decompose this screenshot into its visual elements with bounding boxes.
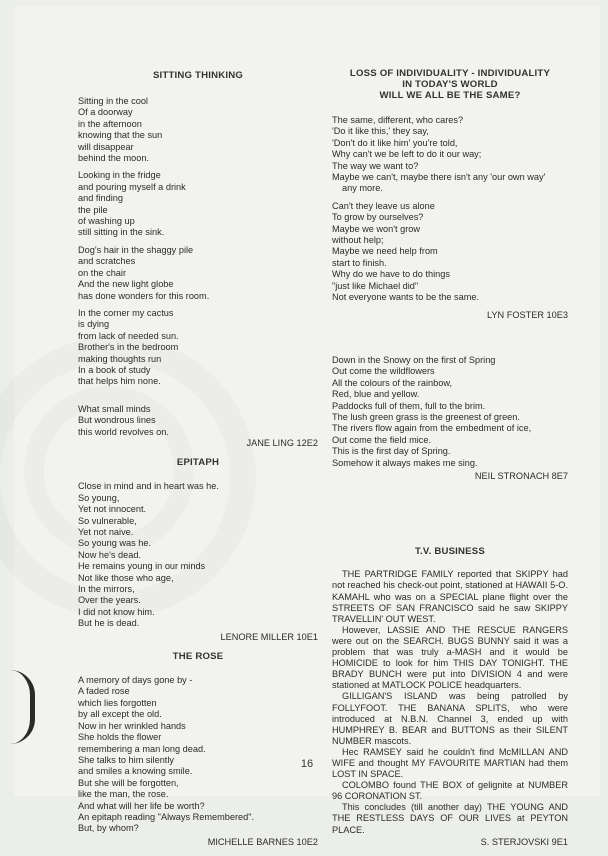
- poem-title-line: LOSS OF INDIVIDUALITY - INDIVIDUALITY: [349, 68, 551, 79]
- poem-line: the pile: [78, 204, 108, 215]
- poem-stanza: [78, 308, 318, 388]
- poem-line: An epitaph reading "Always Remembered".: [78, 811, 255, 822]
- article-tv-business: [332, 546, 568, 848]
- poem-line: behind the moon.: [78, 153, 150, 164]
- poem-line: The lush green grass is the greenest of green.: [332, 411, 520, 422]
- poem-author: MICHELLE BARNES 10E2: [207, 836, 318, 847]
- poem-line: is dying: [78, 319, 110, 330]
- poem-line: and smiles a knowing smile.: [78, 766, 193, 777]
- poem-loss-of-individuality: [332, 68, 568, 321]
- poem-line: In a book of study: [78, 364, 151, 375]
- poem-line: Out come the wildflowers: [332, 366, 435, 377]
- poem-line: Maybe we won't grow: [332, 223, 421, 234]
- poem-line: still sitting in the sink.: [78, 227, 165, 238]
- poem-line: Why can't we be left to do it our way;: [332, 149, 482, 160]
- article-title: T.V. BUSINESS: [415, 546, 485, 558]
- poem-line: She holds the flower: [78, 732, 162, 743]
- poem-stanza: [78, 170, 318, 238]
- article-paragraph: Hec RAMSEY said he couldn't find McMILLAN AND WIFE and thought MY FAVOURITE MARTIAN had them LOST IN SPACE.: [332, 746, 568, 780]
- poem-line: Down in the Snowy on the first of Spring: [332, 354, 496, 365]
- poem-line: What small minds: [78, 403, 151, 414]
- poem-line: And what will her life be worth?: [78, 800, 205, 811]
- poem-author: NEIL STRONACH 8E7: [474, 470, 568, 481]
- poem-line: Yet not naive.: [78, 527, 134, 537]
- poem-line: Now in her wrinkled hands: [78, 720, 186, 731]
- poem-title-line: WILL WE ALL BE THE SAME?: [379, 90, 521, 101]
- poem-line: of washing up: [78, 216, 135, 227]
- poem-line: Maybe we can't, maybe there isn't any 'our own way': [332, 172, 546, 183]
- poem-line: So vulnerable,: [78, 515, 137, 526]
- margin-binding-mark: [10, 670, 35, 744]
- poem-author: LYN FOSTER 10E3: [486, 309, 568, 320]
- poem-line: start to finish.: [332, 257, 387, 268]
- page-number: 16: [300, 758, 314, 770]
- poem-line: Of a doorway: [78, 107, 133, 118]
- poem-line: has done wonders for this room.: [78, 290, 210, 301]
- poem-line: and pouring myself a drink: [78, 181, 186, 192]
- poem-line: without help;: [332, 235, 384, 246]
- poem-line: In the corner my cactus: [78, 307, 174, 318]
- poem-snowy: [332, 355, 568, 482]
- poem-line: which lies forgotten: [78, 697, 157, 708]
- poem-stanza: [78, 245, 318, 302]
- poem-line: But wondrous lines: [78, 415, 156, 426]
- poem-line: Sitting in the cool: [78, 96, 148, 106]
- poem-line: Now he's dead.: [78, 549, 142, 560]
- poem-stanza: [78, 96, 318, 164]
- poem-line: A faded rose: [78, 686, 130, 697]
- poem-line: But she will be forgotten,: [78, 777, 179, 788]
- poem-line: I did not know him.: [78, 606, 155, 617]
- poem-line: To grow by ourselves?: [332, 212, 424, 223]
- poem-title: SITTING THINKING: [152, 70, 244, 81]
- poem-line: And the new light globe: [78, 279, 174, 290]
- poem-line: The same, different, who cares?: [332, 115, 464, 125]
- poem-line: In the mirrors,: [78, 584, 135, 595]
- poem-line: Close in mind and in heart was he.: [78, 481, 219, 492]
- poem-line: knowing that the sun: [78, 130, 163, 141]
- poem-line: making thoughts run: [78, 353, 162, 364]
- poem-line: and finding: [78, 193, 123, 204]
- poem-line: Out come the field mice.: [332, 434, 432, 445]
- poem-line: in the afternoon: [78, 118, 142, 129]
- poem-line: Why do we have to do things: [332, 269, 450, 280]
- poem-line: that helps him none.: [78, 376, 161, 387]
- poem-line: from lack of needed sun.: [78, 330, 179, 341]
- article-paragraph: COLOMBO found THE BOX of gelignite at NUMBER 96 CORONATION ST.: [332, 780, 568, 802]
- poem-line: The way we want to?: [332, 160, 419, 171]
- right-column: [332, 68, 568, 856]
- magazine-page: [14, 6, 600, 847]
- poem-line: this world revolves on.: [78, 426, 169, 437]
- poem-line: remembering a man long dead.: [78, 743, 206, 754]
- poem-line: Dog's hair in the shaggy pile: [78, 244, 194, 255]
- poem-line: Looking in the fridge: [78, 170, 161, 181]
- poem-line: Red, blue and yellow.: [332, 389, 420, 400]
- poem-line: and scratches: [78, 256, 136, 267]
- poem-line: "just like Michael did": [332, 280, 419, 291]
- poem-stanza: [332, 201, 568, 304]
- poem-line: Somehow it always makes me sing.: [332, 457, 478, 468]
- poem-line: The rivers flow again from the embedment of ice,: [332, 423, 532, 434]
- poem-stanza: [332, 115, 568, 195]
- poem-epitaph: [78, 457, 318, 643]
- poem-line: A memory of days gone by -: [78, 675, 193, 686]
- poem-line: by all except the old.: [78, 709, 162, 720]
- article-paragraph: However, LASSIE AND THE RESCUE RANGERS were out on the SEARCH. BUGS BUNNY said it was a problem that was truly a-MASH and it would be HOMICIDE to look for him THIS DAY TONIGHT. THE BRADY BUNCH were put into DIVISION 4 and were stationed at MATLOCK POLICE headquarters.: [332, 624, 568, 691]
- poem-line: So young,: [78, 492, 120, 503]
- poem-line: Maybe we need help from: [332, 246, 438, 257]
- poem-line: Not like those who age,: [78, 572, 174, 583]
- poem-line: 'Don't do it like him' you're told,: [332, 137, 458, 148]
- poem-line: All the colours of the rainbow,: [332, 377, 453, 388]
- poem-title-line: IN TODAY'S WORLD: [402, 79, 498, 90]
- poem-author: JANE LING 12E2: [246, 437, 318, 448]
- poem-line: 'Do it like this,' they say,: [332, 126, 429, 137]
- poem-line: Can't they leave us alone: [332, 200, 435, 211]
- poem-line: will disappear: [78, 141, 134, 152]
- poem-stanza: [78, 404, 318, 438]
- poem-line: So young was he.: [78, 538, 152, 549]
- poem-line: She talks to him silently: [78, 754, 174, 765]
- poem-line: Yet not innocent.: [78, 504, 147, 515]
- poem-title: EPITAPH: [176, 457, 220, 469]
- article-author: S. STERJOVSKI 9E1: [480, 836, 568, 847]
- poem-line: on the chair: [78, 267, 127, 278]
- poem-author: LENORE MILLER 10E1: [220, 631, 318, 642]
- poem-line: Not everyone wants to be the same.: [332, 292, 480, 303]
- poem-line: But he is dead.: [78, 618, 140, 629]
- article-paragraph: THE PARTRIDGE FAMILY reported that SKIPPY had not reached his check-out point, stationed at HAWAII 5-O. KAMAHL who was on a SPECIAL plane flight over the STREETS OF SAN FRANCISCO said he saw SKIPPY TRAVELLIN' OUT WEST.: [332, 569, 568, 624]
- poem-sitting-thinking: [78, 70, 318, 449]
- poem-the-rose: [78, 651, 318, 848]
- poem-line: He remains young in our minds: [78, 561, 206, 572]
- poem-line: This is the first day of Spring.: [332, 446, 451, 457]
- poem-line: But, by whom?: [78, 823, 139, 834]
- article-paragraph: This concludes (till another day) THE YOUNG AND THE RESTLESS DAYS OF OUR LIVES at PEYTON PLACE.: [332, 802, 568, 835]
- poem-line: Over the years.: [78, 595, 141, 606]
- poem-title: THE ROSE: [172, 651, 224, 663]
- poem-title: [332, 68, 568, 101]
- poem-line: any more.: [342, 183, 383, 194]
- poem-line: Paddocks full of them, full to the brim.: [332, 400, 486, 411]
- article-paragraph: GILLIGAN'S ISLAND was being patrolled by FOLLYFOOT. THE BANANA SPLITS, who were introduced at N.B.N. Channel 3, ended up with HUMPHREY B. BEAR and BUTTONS as their SILENT NUMBER mascots.: [332, 691, 568, 746]
- poem-line: Brother's in the bedroom: [78, 342, 179, 353]
- poem-line: like the man, the rose.: [78, 789, 169, 800]
- left-column: [78, 70, 318, 856]
